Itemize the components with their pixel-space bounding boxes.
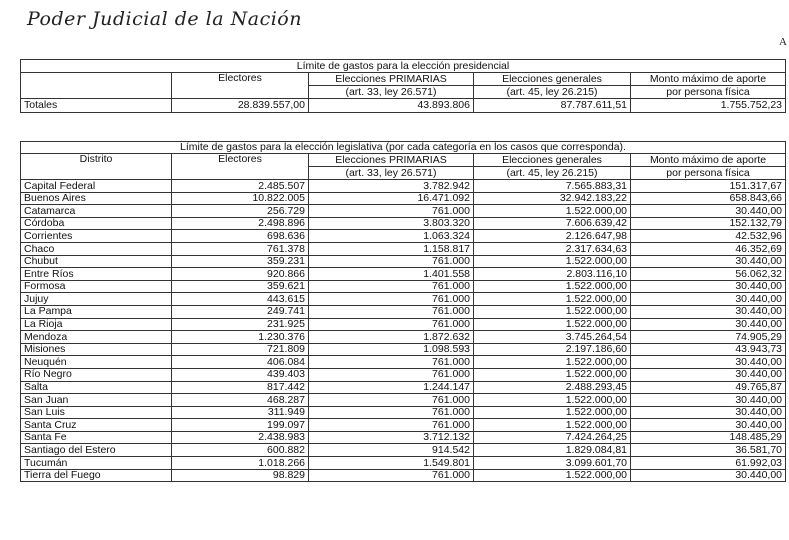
monto-cell: 152.132,79: [631, 217, 786, 230]
monto-cell: 46.352,69: [631, 242, 786, 255]
legislative-col-header-primarias: Elecciones PRIMARIAS: [309, 154, 474, 167]
monto-cell: 30.440,00: [631, 318, 786, 331]
generales-cell: 1.522.000,00: [474, 280, 631, 293]
electores-cell: 600.882: [172, 444, 309, 457]
presidential-col-header-generales: Elecciones generales: [474, 73, 631, 86]
electores-cell: 443.615: [172, 293, 309, 306]
primarias-cell: 1.063.324: [309, 230, 474, 243]
electores-cell: 256.729: [172, 205, 309, 218]
electores-cell: 98.829: [172, 469, 309, 482]
totals-generales: 87.787.611,51: [474, 99, 631, 113]
presidential-col-header-electores: Electores: [172, 73, 309, 99]
generales-cell: 1.522.000,00: [474, 469, 631, 482]
primarias-cell: 761.000: [309, 356, 474, 369]
table-row: [21, 255, 786, 268]
distrito-cell: Chaco: [21, 242, 172, 255]
page-header-title: Poder Judicial de la Nación: [27, 8, 302, 30]
table-row: [21, 180, 786, 193]
generales-cell: 1.829.084,81: [474, 444, 631, 457]
distrito-cell: La Pampa: [21, 305, 172, 318]
table-row: [21, 217, 786, 230]
monto-cell: 30.440,00: [631, 394, 786, 407]
generales-cell: 1.522.000,00: [474, 394, 631, 407]
electores-cell: 920.866: [172, 268, 309, 281]
legislative-header-row: [21, 154, 786, 167]
primarias-cell: 1.872.632: [309, 331, 474, 344]
presidential-table-title: Límite de gastos para la elección presidencial: [21, 60, 786, 73]
distrito-cell: Buenos Aires: [21, 192, 172, 205]
distrito-cell: Neuquén: [21, 356, 172, 369]
generales-cell: 1.522.000,00: [474, 305, 631, 318]
presidential-col-subheader-primarias: (art. 33, ley 26.571): [309, 86, 474, 99]
generales-cell: 2.803.116,10: [474, 268, 631, 281]
electores-cell: 468.287: [172, 394, 309, 407]
generales-cell: 1.522.000,00: [474, 356, 631, 369]
distrito-cell: Chubut: [21, 255, 172, 268]
corner-letter: A: [779, 36, 787, 48]
electores-cell: 231.925: [172, 318, 309, 331]
primarias-cell: 16.471.092: [309, 192, 474, 205]
presidential-col-header-primarias: Elecciones PRIMARIAS: [309, 73, 474, 86]
distrito-cell: Corrientes: [21, 230, 172, 243]
distrito-cell: Misiones: [21, 343, 172, 356]
monto-cell: 30.440,00: [631, 356, 786, 369]
distrito-cell: Santa Fe: [21, 431, 172, 444]
primarias-cell: 1.244.147: [309, 381, 474, 394]
monto-cell: 43.943,73: [631, 343, 786, 356]
primarias-cell: 761.000: [309, 419, 474, 432]
electores-cell: 439.403: [172, 368, 309, 381]
table-row: [21, 205, 786, 218]
generales-cell: 7.424.264,25: [474, 431, 631, 444]
electores-cell: 311.949: [172, 406, 309, 419]
legislative-col-subheader-primarias: (art. 33, ley 26.571): [309, 167, 474, 180]
presidential-header-row: [21, 73, 786, 86]
primarias-cell: 761.000: [309, 280, 474, 293]
monto-cell: 56.062,32: [631, 268, 786, 281]
monto-cell: 30.440,00: [631, 280, 786, 293]
distrito-cell: La Rioja: [21, 318, 172, 331]
table-row: [21, 381, 786, 394]
monto-cell: 30.440,00: [631, 205, 786, 218]
generales-cell: 2.126.647,98: [474, 230, 631, 243]
monto-cell: 61.992,03: [631, 457, 786, 470]
monto-cell: 42.532,96: [631, 230, 786, 243]
electores-cell: 817.442: [172, 381, 309, 394]
distrito-cell: San Juan: [21, 394, 172, 407]
electores-cell: 1.230.376: [172, 331, 309, 344]
electores-cell: 2.498.896: [172, 217, 309, 230]
electores-cell: 199.097: [172, 419, 309, 432]
primarias-cell: 1.158.817: [309, 242, 474, 255]
distrito-cell: Córdoba: [21, 217, 172, 230]
primarias-cell: 761.000: [309, 469, 474, 482]
generales-cell: 2.488.293,45: [474, 381, 631, 394]
generales-cell: 1.522.000,00: [474, 205, 631, 218]
monto-cell: 30.440,00: [631, 368, 786, 381]
table-row: [21, 394, 786, 407]
generales-cell: 1.522.000,00: [474, 406, 631, 419]
distrito-cell: Salta: [21, 381, 172, 394]
electores-cell: 2.438.983: [172, 431, 309, 444]
legislative-col-header-distrito: Distrito: [21, 154, 172, 180]
primarias-cell: 761.000: [309, 255, 474, 268]
distrito-cell: Entre Ríos: [21, 268, 172, 281]
table-row: [21, 406, 786, 419]
distrito-cell: San Luis: [21, 406, 172, 419]
table-row: [21, 318, 786, 331]
distrito-cell: Catamarca: [21, 205, 172, 218]
presidential-title-row: [21, 60, 786, 73]
table-row: [21, 242, 786, 255]
primarias-cell: 761.000: [309, 368, 474, 381]
monto-cell: 658.843,66: [631, 192, 786, 205]
presidential-totals-row: [21, 99, 786, 113]
primarias-cell: 761.000: [309, 205, 474, 218]
electores-cell: 761.378: [172, 242, 309, 255]
distrito-cell: Tierra del Fuego: [21, 469, 172, 482]
presidential-col-subheader-generales: (art. 45, ley 26.215): [474, 86, 631, 99]
legislative-col-subheader-generales: (art. 45, ley 26.215): [474, 167, 631, 180]
generales-cell: 1.522.000,00: [474, 368, 631, 381]
table-row: [21, 305, 786, 318]
generales-cell: 7.565.883,31: [474, 180, 631, 193]
presidential-col-header-monto: Monto máximo de aporte: [631, 73, 786, 86]
legislative-col-header-electores: Electores: [172, 154, 309, 180]
electores-cell: 359.231: [172, 255, 309, 268]
table-row: [21, 444, 786, 457]
monto-cell: 30.440,00: [631, 419, 786, 432]
table-row: [21, 431, 786, 444]
distrito-cell: Santiago del Estero: [21, 444, 172, 457]
electores-cell: 10.822.005: [172, 192, 309, 205]
distrito-cell: Santa Cruz: [21, 419, 172, 432]
monto-cell: 30.440,00: [631, 293, 786, 306]
presidential-col-header: [21, 73, 172, 99]
generales-cell: 2.197.186,60: [474, 343, 631, 356]
electores-cell: 406.084: [172, 356, 309, 369]
legislative-col-header-monto: Monto máximo de aporte: [631, 154, 786, 167]
table-row: [21, 356, 786, 369]
electores-cell: 359.621: [172, 280, 309, 293]
generales-cell: 1.522.000,00: [474, 293, 631, 306]
primarias-cell: 1.401.558: [309, 268, 474, 281]
table-row: [21, 469, 786, 482]
table-row: [21, 457, 786, 470]
electores-cell: 249.741: [172, 305, 309, 318]
distrito-cell: Jujuy: [21, 293, 172, 306]
totals-primarias: 43.893.806: [309, 99, 474, 113]
legislative-col-header-generales: Elecciones generales: [474, 154, 631, 167]
primarias-cell: 3.712.132: [309, 431, 474, 444]
distrito-cell: Capital Federal: [21, 180, 172, 193]
table-row: [21, 343, 786, 356]
monto-cell: 30.440,00: [631, 255, 786, 268]
primarias-cell: 761.000: [309, 394, 474, 407]
table-row: [21, 293, 786, 306]
electores-cell: 2.485.507: [172, 180, 309, 193]
generales-cell: 2.317.634,63: [474, 242, 631, 255]
table-row: [21, 280, 786, 293]
table-row: [21, 230, 786, 243]
primarias-cell: 3.782.942: [309, 180, 474, 193]
primarias-cell: 914.542: [309, 444, 474, 457]
presidential-table: [20, 59, 786, 113]
distrito-cell: Río Negro: [21, 368, 172, 381]
monto-cell: 49.765,87: [631, 381, 786, 394]
electores-cell: 721.809: [172, 343, 309, 356]
electores-cell: 698.636: [172, 230, 309, 243]
legislative-col-subheader-monto: por persona física: [631, 167, 786, 180]
table-row: [21, 331, 786, 344]
totals-electores: 28.839.557,00: [172, 99, 309, 113]
generales-cell: 1.522.000,00: [474, 255, 631, 268]
table-row: [21, 419, 786, 432]
monto-cell: 30.440,00: [631, 469, 786, 482]
primarias-cell: 3.803.320: [309, 217, 474, 230]
primarias-cell: 761.000: [309, 406, 474, 419]
legislative-title-row: [21, 142, 786, 154]
legislative-table-title: Límite de gastos para la elección legislativa (por cada categoría en los casos que corresponda).: [21, 142, 786, 154]
presidential-col-subheader-monto: por persona física: [631, 86, 786, 99]
distrito-cell: Mendoza: [21, 331, 172, 344]
generales-cell: 1.522.000,00: [474, 419, 631, 432]
generales-cell: 1.522.000,00: [474, 318, 631, 331]
primarias-cell: 761.000: [309, 293, 474, 306]
primarias-cell: 1.098.593: [309, 343, 474, 356]
totals-monto: 1.755.752,23: [631, 99, 786, 113]
table-row: [21, 368, 786, 381]
monto-cell: 74.905,29: [631, 331, 786, 344]
monto-cell: 148.485,29: [631, 431, 786, 444]
generales-cell: 3.745.264,54: [474, 331, 631, 344]
generales-cell: 3.099.601,70: [474, 457, 631, 470]
primarias-cell: 761.000: [309, 305, 474, 318]
legislative-table: [20, 141, 786, 482]
monto-cell: 30.440,00: [631, 305, 786, 318]
distrito-cell: Formosa: [21, 280, 172, 293]
table-row: [21, 192, 786, 205]
primarias-cell: 761.000: [309, 318, 474, 331]
monto-cell: 30.440,00: [631, 406, 786, 419]
monto-cell: 151.317,67: [631, 180, 786, 193]
generales-cell: 32.942.183,22: [474, 192, 631, 205]
distrito-cell: Tucumán: [21, 457, 172, 470]
electores-cell: 1.018.266: [172, 457, 309, 470]
totals-label: Totales: [21, 99, 172, 113]
primarias-cell: 1.549.801: [309, 457, 474, 470]
table-row: [21, 268, 786, 281]
generales-cell: 7.606.639,42: [474, 217, 631, 230]
monto-cell: 36.581,70: [631, 444, 786, 457]
